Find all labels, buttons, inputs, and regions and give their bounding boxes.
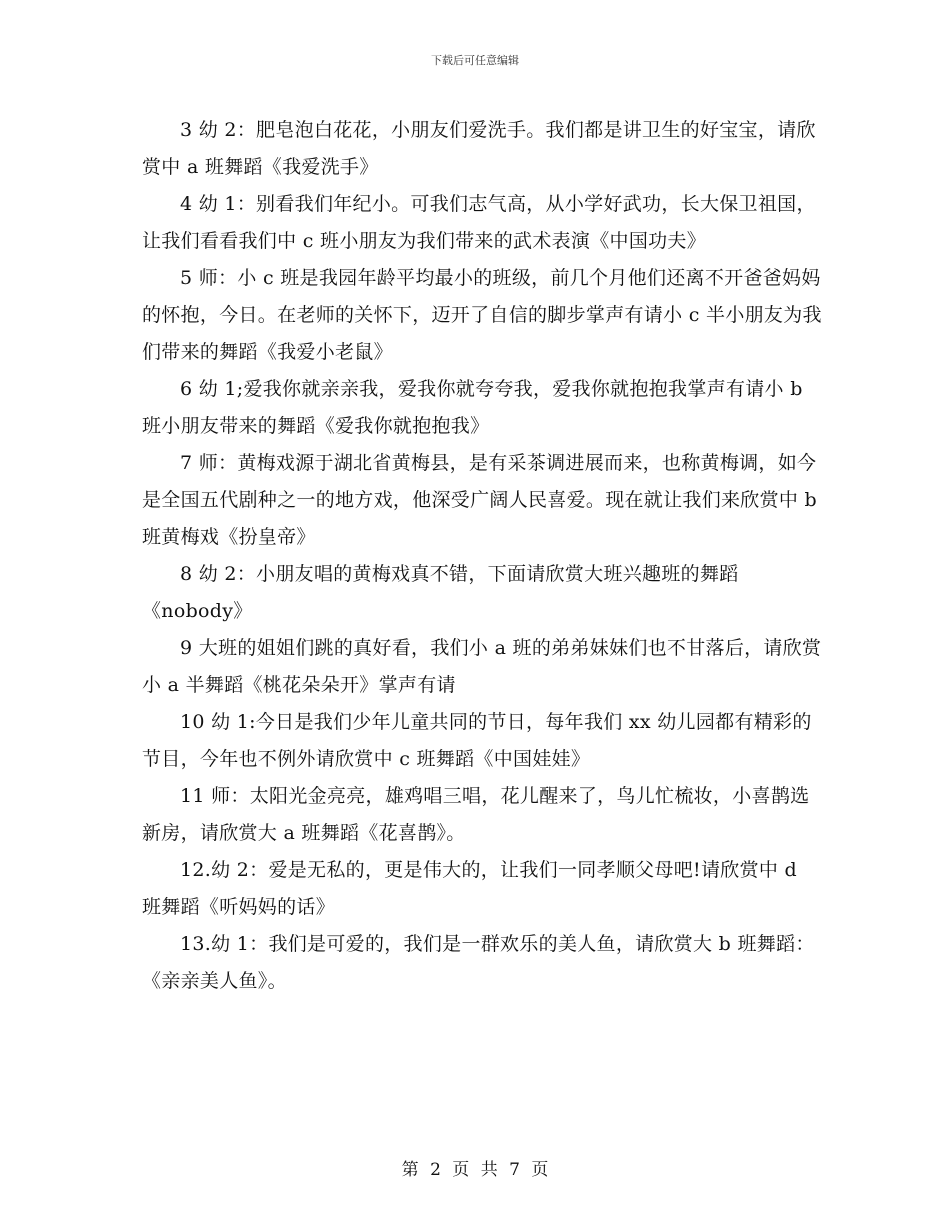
paragraph: 13.幼 1：我们是可爱的，我们是一群欢乐的美人鱼，请欣赏大 b 班舞蹈：《亲亲美人鱼》。 <box>142 933 815 992</box>
document-body <box>142 112 822 1000</box>
paragraph: 4 幼 1：别看我们年纪小。可我们志气高，从小学好武功，长大保卫祖国，让我们看看我们中 c 班小朋友为我们带来的武术表演《中国功夫》 <box>142 193 816 252</box>
paragraph: 5 师：小 c 班是我园年龄平均最小的班级，前几个月他们还离不开爸爸妈妈的怀抱，今日。在老师的关怀下，迈开了自信的脚步掌声有请小 c 半小朋友为我们带来的舞蹈《我爱小老鼠》 <box>142 267 822 363</box>
paragraph: 12.幼 2：爱是无私的，更是伟大的，让我们一同孝顺父母吧!请欣赏中 d 班舞蹈《听妈妈的话》 <box>142 859 797 918</box>
paragraph: 8 幼 2：小朋友唱的黄梅戏真不错，下面请欣赏大班兴趣班的舞蹈《nobody》 <box>142 563 739 622</box>
paragraph: 10 幼 1:今日是我们少年儿童共同的节日，每年我们 xx 幼儿园都有精彩的节目，今年也不例外请欣赏中 c 班舞蹈《中国娃娃》 <box>142 711 812 770</box>
paragraph: 3 幼 2：肥皂泡白花花，小朋友们爱洗手。我们都是讲卫生的好宝宝，请欣赏中 a 班舞蹈《我爱洗手》 <box>142 119 816 178</box>
paragraph: 11 师：太阳光金亮亮，雄鸡唱三唱，花儿醒来了，鸟儿忙梳妆，小喜鹊选新房，请欣赏大 a 班舞蹈《花喜鹊》。 <box>142 785 810 844</box>
paragraph: 6 幼 1;爱我你就亲亲我，爱我你就夸夸我，爱我你就抱抱我掌声有请小 b 班小朋友带来的舞蹈《爱我你就抱抱我》 <box>142 378 803 437</box>
paragraph: 7 师：黄梅戏源于湖北省黄梅县，是有采茶调进展而来，也称黄梅调，如今是全国五代剧种之一的地方戏，他深受广阔人民喜爱。现在就让我们来欣赏中 b 班黄梅戏《扮皇帝》 <box>142 452 818 548</box>
page-number: 第 2 页 共 7 页 <box>401 1160 549 1180</box>
page-header: 下载后可任意编辑 <box>431 54 519 67</box>
paragraph: 9 大班的姐姐们跳的真好看，我们小 a 班的弟弟妹妹们也不甘落后，请欣赏小 a 半舞蹈《桃花朵朵开》掌声有请 <box>142 637 822 696</box>
